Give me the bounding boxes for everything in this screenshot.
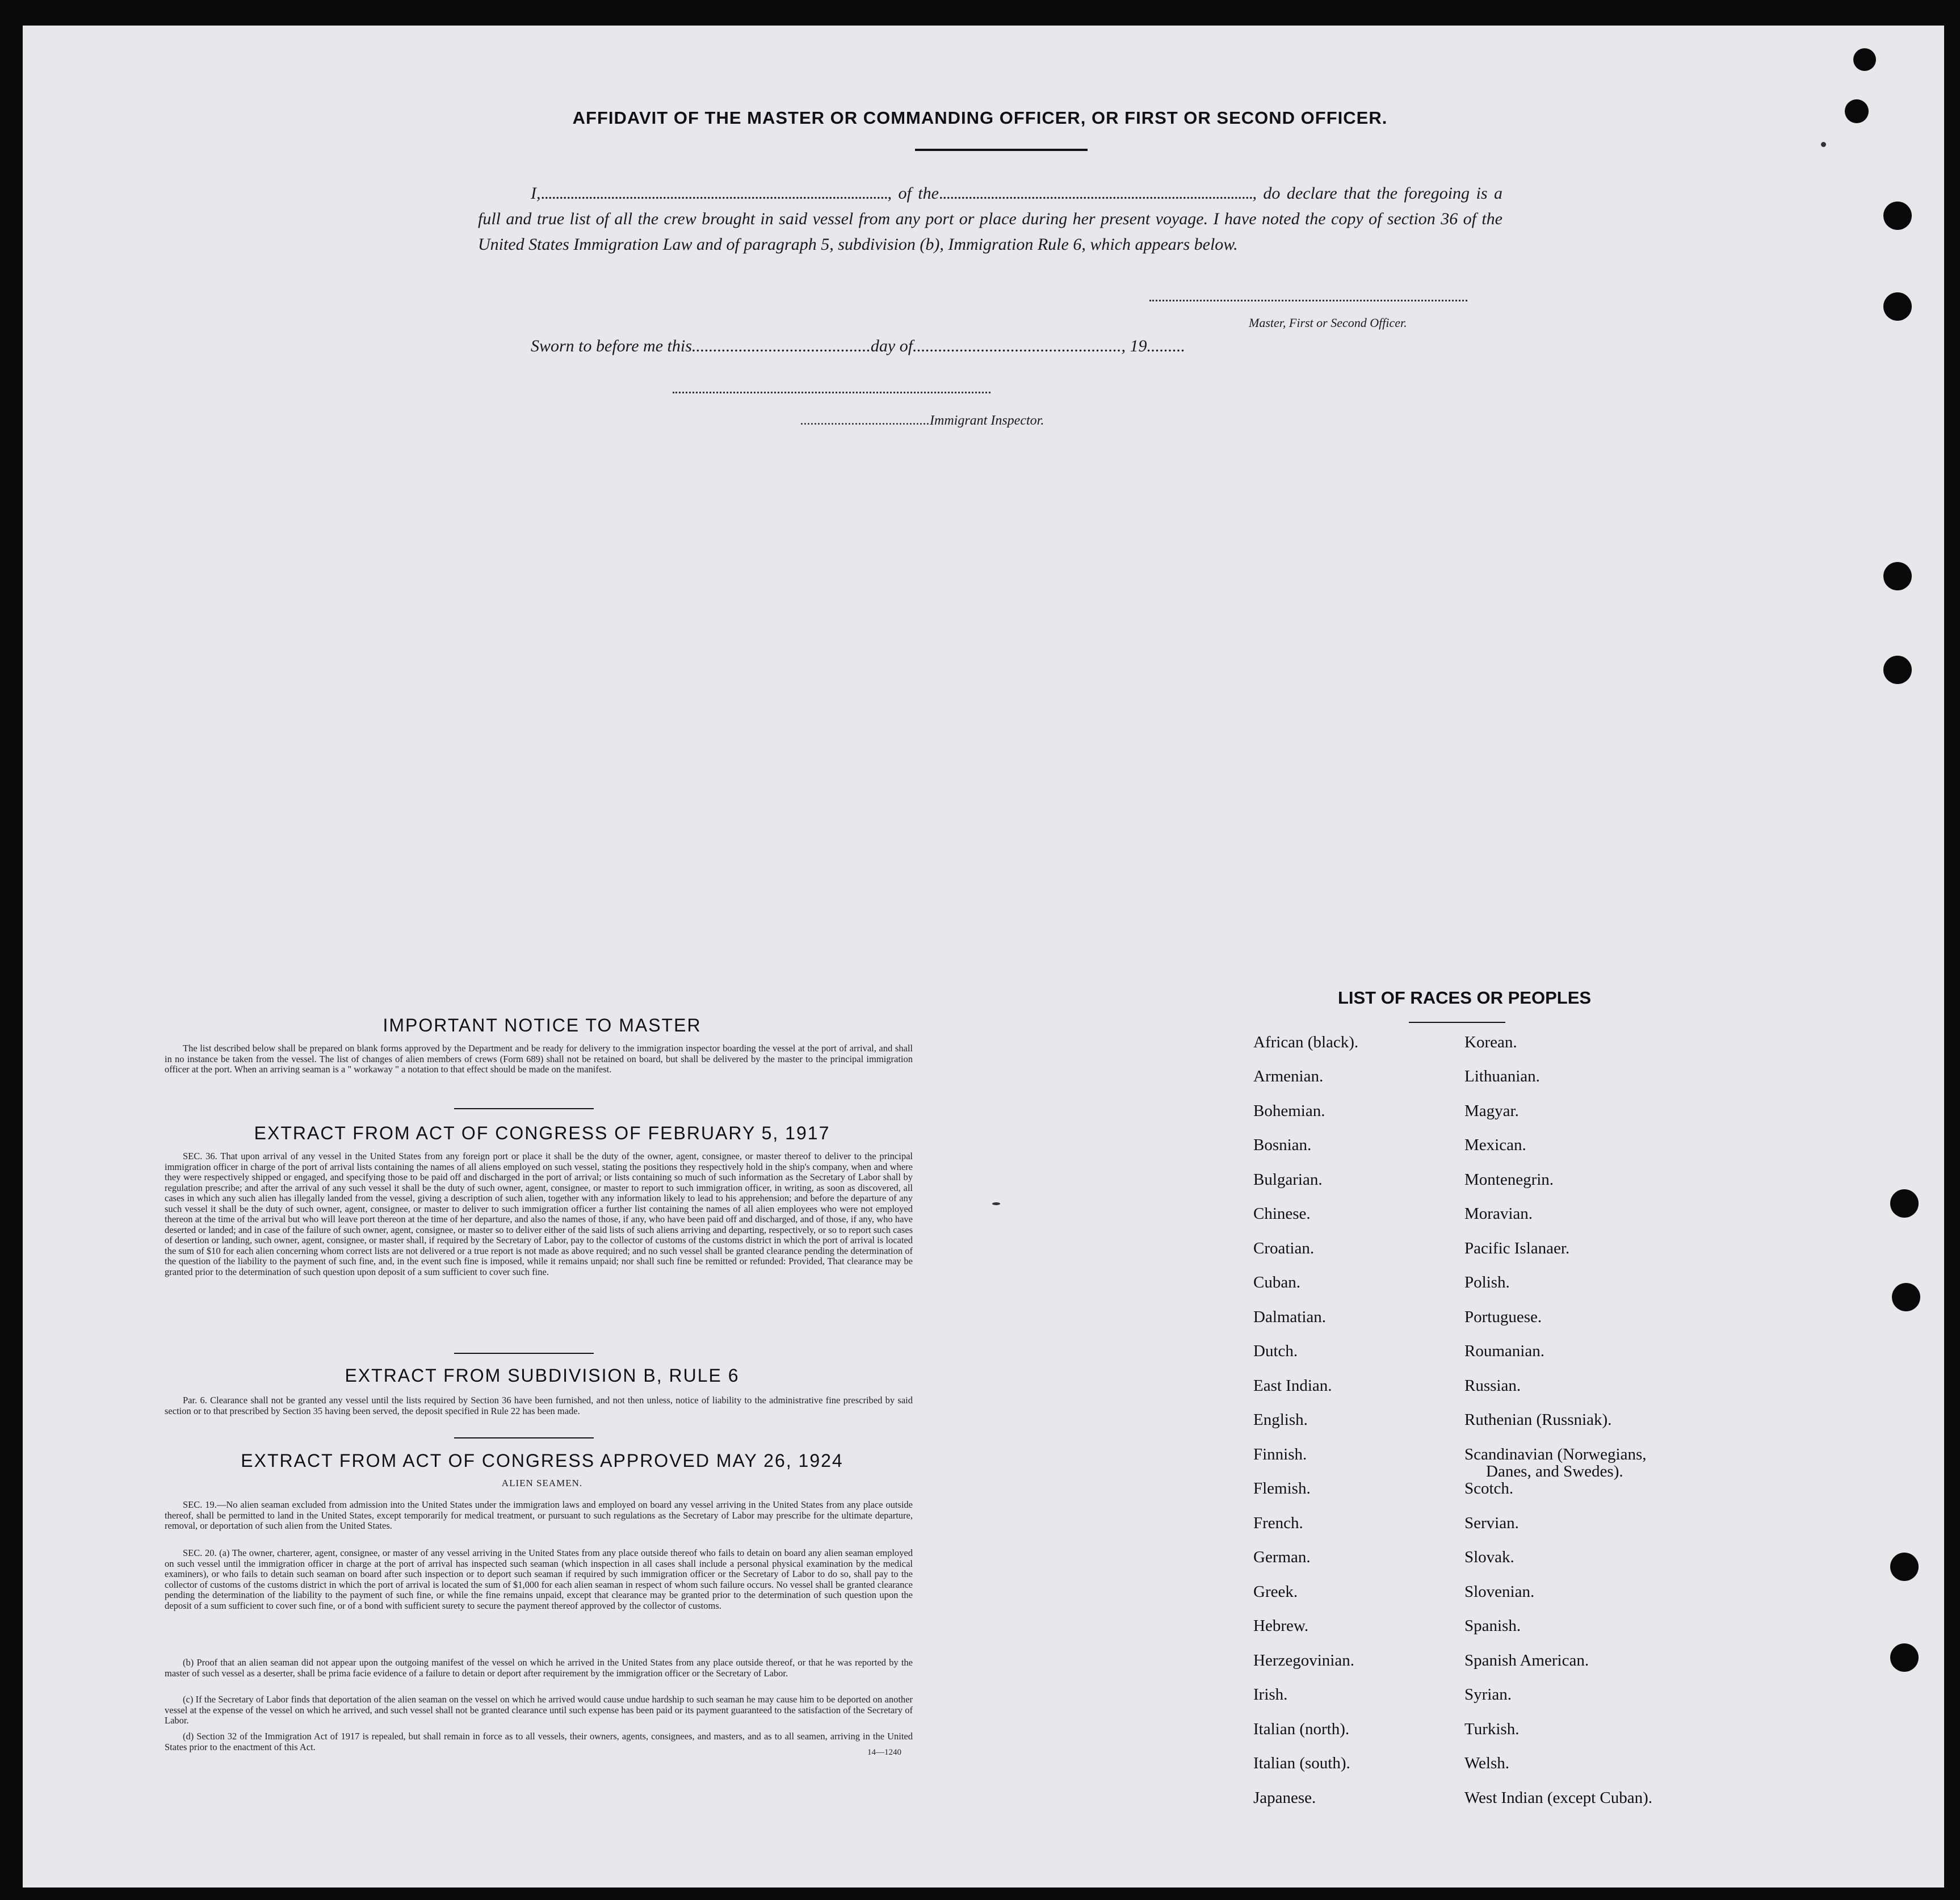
race-item: Danes, and Swedes). bbox=[1486, 1462, 1623, 1480]
sec-20b-text: (b) Proof that an alien seaman did not appear upon the outgoing manifest of the vessel on which he arrived in the United States from any place outside thereof, or that he was reported by the master of such vessel as a deserter, shall be prima facie evidence of a failure to detain or deport after requirement by the immigration officer or the Secretary of Labor. bbox=[165, 1657, 913, 1679]
race-item: Portuguese. bbox=[1464, 1308, 1542, 1326]
race-item: Magyar. bbox=[1464, 1102, 1519, 1120]
race-item: French. bbox=[1253, 1514, 1303, 1532]
punch-hole bbox=[1883, 292, 1912, 321]
punch-hole bbox=[1853, 48, 1876, 71]
sec-20a-text: SEC. 20. (a) The owner, charterer, agent, consignee, or master of any vessel arriving in the United States from any place outside thereof who fails to detain on board any alien seaman employed on such vessel until the immigration officer in charge at the port of arrival has inspected such seaman (which inspection in all cases shall include a personal physical examination by the medical examiners), or who fails to detain such seaman on board after such inspection or to deport such seaman if required by such immigration officer or the Secretary of Labor to do so, shall pay to the collector of customs of the customs district in which the port of arrival is located the sum of $1,000 for each alien seaman in respect of whom such failure occurs. No vessel shall be granted clearance pending the determination of the liability to the payment of such fine, or while the fine remains unpaid, except that clearance may be granted prior to the determination of such question upon the deposit of a sum sufficient to cover such fine, or of a bond with sufficient surety to secure the payment thereof approved by the collector of customs. bbox=[165, 1547, 913, 1611]
title-rule bbox=[915, 149, 1088, 151]
sec-19-text: SEC. 19.—No alien seaman excluded from admission into the United States under the immigration laws and employed on board any vessel arriving in the United States from any place outside thereof, shall be permitted to land in the United States, except temporarily for medical treatment, or pursuant to such regulations as the Secretary of Labor may prescribe for the ultimate departure, removal, or deportation of such alien from the United States. bbox=[165, 1499, 913, 1531]
day-blank[interactable]: .......................................... bbox=[691, 337, 871, 355]
name-blank[interactable]: .............................................................................................. bbox=[540, 184, 888, 203]
master-signature-line[interactable] bbox=[1149, 300, 1467, 301]
sworn-year: , 19 bbox=[1121, 337, 1147, 355]
extract-1917-text: SEC. 36. That upon arrival of any vessel in the United States from any foreign port or place it shall be the duty of the owner, agent, consignee, or master thereof to deliver to the principal immigration officer in charge of the port of arrival lists containing the names of all aliens employed on such vessel, stating the positions they respectively hold in the ship's company, when and where they were respectively shipped or engaged, and specifying those to be paid off and discharged in the port of arrival; or lists containing so much of such information as the Secretary of Labor shall by regulation prescribe; and after the arrival of any such vessel it shall be the duty of such owner, agent, consignee, or master to report to such immigration officer, in writing, as soon as discovered, all cases in which any such alien has illegally landed from the vessel, giving a description of such alien, together with any information likely to lead to his apprehension; and before the departure of any such vessel it shall be the duty of such owner, agent, consignee, or master to deliver to such immigration officer a further list containing the names of all alien employees who were not employed thereon at the time of the arrival but who will leave port thereon at the time of her departure, and also the names of those, if any, who have been paid off and discharged, and of those, if any, who have deserted or landed; and in case of the failure of such owner, agent, consignee, or master so to deliver either of the said lists of such aliens arriving and departing, respectively, or so to report such cases of desertion or landing, such owner, agent, consignee, or master shall, if required by the Secretary of Labor, pay to the collector of customs of the customs district in which the port of arrival is located the sum of $10 for each alien concerning whom correct lists are not delivered or a true report is not made as above required; and no such vessel shall be granted clearance pending the determination of the question of the liability to the payment of such fine, and, in the event such fine is imposed, while it remains unpaid; nor shall such fine be remitted or refunded: Provided, That clearance may be granted prior to the determination of such question upon deposit of a sum sufficient to cover such fine. bbox=[165, 1151, 913, 1277]
race-item: German. bbox=[1253, 1548, 1311, 1566]
sec-20c-text: (c) If the Secretary of Labor finds that deportation of the alien seaman on the vessel on which he arrived would cause undue hardship to such seaman he may cause him to be deported on another vessel at the expense of the vessel on which he arrived, and such vessel shall not be granted clearance until such expense has been paid or its payment guaranteed to the satisfaction of the Secretary of Labor. bbox=[165, 1694, 913, 1726]
race-item: Welsh. bbox=[1464, 1754, 1510, 1772]
punch-hole bbox=[1883, 202, 1912, 230]
punch-hole bbox=[1883, 562, 1912, 590]
punch-hole bbox=[1890, 1553, 1919, 1581]
race-item: Bosnian. bbox=[1253, 1136, 1312, 1154]
races-title: LIST OF RACES OR PEOPLES bbox=[1337, 988, 1592, 1008]
punch-hole bbox=[1883, 656, 1912, 684]
race-item: Finnish. bbox=[1253, 1445, 1307, 1463]
race-item: Slovenian. bbox=[1464, 1583, 1535, 1601]
affidavit-i: I, bbox=[531, 184, 541, 203]
race-item: Polish. bbox=[1464, 1273, 1510, 1291]
affidavit-body: that the foregoing is a full and true list of all the crew brought in said vessel from any port or place during her present voyage. I have noted the copy of section 36 of the United States Immigration Law and of paragraph 5, subdivision (b), Immigration Rule 6, which appears below. bbox=[478, 184, 1502, 254]
affidavit-title: AFFIDAVIT OF THE MASTER OR COMMANDING OFFICER, OR FIRST OR SECOND OFFICER. bbox=[572, 108, 1388, 128]
race-item: Irish. bbox=[1253, 1685, 1288, 1704]
section-rule bbox=[454, 1108, 594, 1109]
race-item: Japanese. bbox=[1253, 1789, 1316, 1807]
punch-hole bbox=[1892, 1283, 1920, 1311]
sec-20d-text: (d) Section 32 of the Immigration Act of 1917 is repealed, but shall remain in force as to all vessels, their owners, agents, consignees, and masters, and as to all seamen, arriving in the United States prior to the enactment of this Act. bbox=[165, 1731, 913, 1752]
race-item: Armenian. bbox=[1253, 1067, 1324, 1085]
race-item: Scandinavian (Norwegians, bbox=[1464, 1445, 1647, 1463]
race-item: English. bbox=[1253, 1411, 1308, 1429]
extract-1917-title: EXTRACT FROM ACT OF CONGRESS OF FEBRUARY 5, 1917 bbox=[254, 1123, 830, 1143]
race-item: African (black). bbox=[1253, 1033, 1359, 1051]
race-item: Cuban. bbox=[1253, 1273, 1300, 1291]
affidavit-text bbox=[478, 181, 1502, 257]
year-blank[interactable]: ......... bbox=[1147, 337, 1186, 355]
race-item: Bulgarian. bbox=[1253, 1171, 1323, 1189]
race-item: Italian (north). bbox=[1253, 1720, 1350, 1738]
race-item: Flemish. bbox=[1253, 1479, 1311, 1498]
punch-hole bbox=[1890, 1643, 1919, 1672]
extract-1924-title: EXTRACT FROM ACT OF CONGRESS APPROVED MAY 26, 1924 bbox=[241, 1450, 843, 1471]
race-item: East Indian. bbox=[1253, 1377, 1332, 1395]
sworn-line bbox=[531, 337, 1185, 356]
sworn-day: day of bbox=[870, 337, 913, 355]
inspector-dots: ...................................... bbox=[800, 413, 930, 428]
race-item: Scotch. bbox=[1464, 1479, 1514, 1498]
race-item: Mexican. bbox=[1464, 1136, 1526, 1154]
race-item: Korean. bbox=[1464, 1033, 1517, 1051]
vessel-blank[interactable]: ..................................................................................... bbox=[938, 184, 1253, 203]
race-item: Herzegovinian. bbox=[1253, 1651, 1354, 1670]
inspector-line bbox=[800, 413, 1044, 429]
race-item: Hebrew. bbox=[1253, 1617, 1309, 1635]
speck bbox=[1821, 142, 1826, 147]
race-item: Lithuanian. bbox=[1464, 1067, 1540, 1085]
race-item: Montenegrin. bbox=[1464, 1171, 1554, 1189]
race-item: Greek. bbox=[1253, 1583, 1298, 1601]
race-item: Slovak. bbox=[1464, 1548, 1514, 1566]
race-item: Chinese. bbox=[1253, 1205, 1311, 1223]
master-signature-label: Master, First or Second Officer. bbox=[1249, 316, 1407, 330]
race-item: Dutch. bbox=[1253, 1342, 1298, 1360]
extract-1924-subtitle: ALIEN SEAMEN. bbox=[501, 1478, 583, 1488]
races-title-rule bbox=[1409, 1022, 1505, 1023]
race-item: Moravian. bbox=[1464, 1205, 1533, 1223]
section-rule bbox=[454, 1353, 594, 1354]
inspector-label: Immigrant Inspector. bbox=[930, 413, 1044, 428]
race-item: Servian. bbox=[1464, 1514, 1519, 1532]
race-item: Spanish. bbox=[1464, 1617, 1521, 1635]
month-blank[interactable]: ................................................. bbox=[913, 337, 1122, 355]
race-item: Spanish American. bbox=[1464, 1651, 1589, 1670]
section-rule bbox=[454, 1437, 594, 1438]
race-item: West Indian (except Cuban). bbox=[1464, 1789, 1653, 1807]
form-code: 14—1240 bbox=[867, 1748, 901, 1757]
extract-rule6-title: EXTRACT FROM SUBDIVISION B, RULE 6 bbox=[345, 1365, 740, 1386]
race-item: Ruthenian (Russniak). bbox=[1464, 1411, 1612, 1429]
race-item: Bohemian. bbox=[1253, 1102, 1325, 1120]
race-item: Russian. bbox=[1464, 1377, 1521, 1395]
race-item: Syrian. bbox=[1464, 1685, 1512, 1704]
punch-hole bbox=[1890, 1189, 1919, 1218]
affidavit-of-the: , of the bbox=[887, 184, 939, 203]
inspector-signature-line[interactable] bbox=[673, 392, 991, 393]
notice-title: IMPORTANT NOTICE TO MASTER bbox=[383, 1015, 702, 1035]
race-item: Roumanian. bbox=[1464, 1342, 1545, 1360]
race-item: Italian (south). bbox=[1253, 1754, 1350, 1772]
notice-text: The list described below shall be prepared on blank forms approved by the Department and be ready for delivery to the immigration inspector boarding the vessel at the port of arrival, and shall in no instance be taken from the vessel. The list of changes of alien members of crews (Form 689) shall not be retained on board, but shall be delivered by the master to the principal immigration officer at the port. When an arriving seaman is a " workaway " a notation to that effect should be made on the manifest. bbox=[165, 1043, 913, 1075]
speck bbox=[992, 1202, 1000, 1205]
race-item: Croatian. bbox=[1253, 1239, 1315, 1257]
sworn-start: Sworn to before me this bbox=[531, 337, 692, 355]
extract-rule6-text: Par. 6. Clearance shall not be granted any vessel until the lists required by Section 36 have been furnished, and not then unless, notice of liability to the administrative fine prescribed by said section or to that prescribed by Section 35 having been served, the deposit specified in Rule 22 has been made. bbox=[165, 1395, 913, 1416]
affidavit-declare: , do declare bbox=[1252, 184, 1337, 203]
race-item: Turkish. bbox=[1464, 1720, 1520, 1738]
race-item: Dalmatian. bbox=[1253, 1308, 1327, 1326]
race-item: Pacific Islanaer. bbox=[1464, 1239, 1570, 1257]
